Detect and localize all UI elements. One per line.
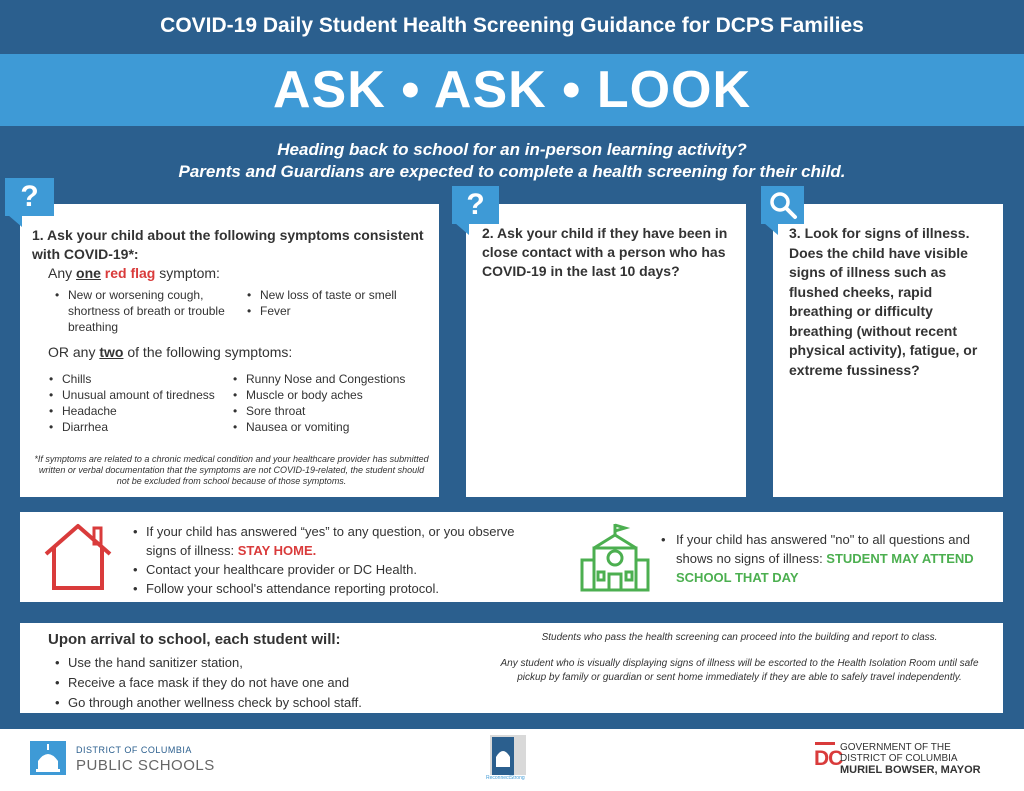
magnifier-bubble-tail xyxy=(764,223,778,235)
question-bubble-icon: ? xyxy=(5,178,54,216)
two-symptom-list-left xyxy=(48,371,234,435)
one-symptom-list-right xyxy=(246,287,436,319)
list-item: • Headache xyxy=(48,403,234,419)
reconnect-strong-text: ReconnectStrong xyxy=(486,775,525,781)
question-bubble-icon-2: ? xyxy=(452,186,499,224)
two-word: two xyxy=(99,344,124,360)
bullet: • xyxy=(661,532,666,547)
arrival-note-1: Students who pass the health screening can proceed into the building and report to class. xyxy=(541,632,938,643)
attend-text: If your child has answered "no" to all questions and shows no signs of illness: xyxy=(676,532,970,566)
page-title: COVID-19 Daily Student Health Screening Guidance for DCPS Families xyxy=(160,14,864,37)
dcps-capitol-logo-icon xyxy=(30,741,66,775)
attend-school-block xyxy=(660,530,990,587)
intro-line-2: Parents and Guardians are expected to complete a health screening for their child. xyxy=(178,162,846,181)
list-item: • Unusual amount of tiredness xyxy=(48,387,234,403)
step-3-title: 3. Look for signs of illness. Does the child have visible signs of illness such as flushed cheeks, rapid breathing or difficulty breathing (without recent physical activity), fatigue, or extreme fussiness? xyxy=(789,225,978,378)
dcps-line-2: PUBLIC SCHOOLS xyxy=(76,757,215,774)
dc-letters: DC xyxy=(814,747,843,770)
arrival-list xyxy=(54,653,474,713)
stay-home-text: If your child has answered “yes” to any question, or you observe signs of illness: xyxy=(146,524,515,558)
red-flag-label: red flag xyxy=(104,265,156,281)
gov-line-3: MURIEL BOWSER, MAYOR xyxy=(840,764,981,776)
list-item: • Use the hand sanitizer station, xyxy=(54,653,474,673)
stay-home-label: STAY HOME. xyxy=(237,543,317,558)
step-2-panel xyxy=(466,204,746,497)
footer-logos xyxy=(0,729,1024,791)
ask-ask-look-banner: ASK • ASK • LOOK xyxy=(0,54,1024,126)
attend-school-label: STUDENT MAY ATTEND SCHOOL THAT DAY xyxy=(676,551,974,585)
list-item: • Follow your school's attendance reporting protocol. xyxy=(132,579,532,598)
magnifier-glyph xyxy=(768,190,798,220)
intro-text xyxy=(0,139,1024,183)
stay-home-block xyxy=(132,522,532,598)
arrival-notes xyxy=(492,631,987,685)
one-symptom-heading xyxy=(48,265,220,281)
house-icon xyxy=(40,520,116,592)
two-pre: OR any xyxy=(48,344,100,360)
two-symptom-list-right xyxy=(232,371,436,435)
list-item: • Receive a face mask if they do not have one and xyxy=(54,673,474,693)
list-item: • Diarrhea xyxy=(48,419,234,435)
two-symptoms-heading xyxy=(48,344,292,360)
one-post: symptom: xyxy=(155,265,220,281)
magnifier-icon xyxy=(761,186,804,224)
stay-home-list xyxy=(132,560,532,598)
attend-school-item xyxy=(660,530,990,587)
two-post: of the following symptoms: xyxy=(123,344,293,360)
arrival-panel xyxy=(20,623,1003,713)
list-item: • Sore throat xyxy=(232,403,436,419)
gov-line-1: GOVERNMENT OF THE xyxy=(840,742,951,753)
dcps-line-1: DISTRICT OF COLUMBIA xyxy=(76,745,192,755)
symptom-footnote: *If symptoms are related to a chronic medical condition and your healthcare provider has submitted written or verbal documentation that the symptoms are not COVID-19-related, the student should not be excluded from school because of those symptoms. xyxy=(34,454,429,486)
step-2-title: 2. Ask your child if they have been in close contact with a person who has COVID-19 in the last 10 days? xyxy=(482,225,728,279)
list-item: • Fever xyxy=(246,303,436,319)
step-1-title: 1. Ask your child about the following symptoms consistent with COVID-19*: xyxy=(32,227,424,262)
list-item: • New or worsening cough, shortness of breath or trouble breathing xyxy=(54,287,236,335)
question-bubble-tail-2 xyxy=(455,223,469,235)
question-bubble-tail xyxy=(8,215,22,227)
outcome-panel xyxy=(20,512,1003,602)
list-item: • Go through another wellness check by school staff. xyxy=(54,693,474,713)
list-item: • Muscle or body aches xyxy=(232,387,436,403)
arrival-title: Upon arrival to school, each student will: xyxy=(48,631,341,648)
intro-line-1: Heading back to school for an in-person learning activity? xyxy=(277,140,747,159)
list-item: • Runny Nose and Congestions xyxy=(232,371,436,387)
arrival-note-2: Any student who is visually displaying signs of illness will be escorted to the Health Isolation Room until safe pickup by family or guardian or sent home immediately if they are able to safely travel independently. xyxy=(500,658,979,683)
list-item: • Chills xyxy=(48,371,234,387)
one-word: one xyxy=(76,265,101,281)
one-pre: Any xyxy=(48,265,77,281)
list-item: • New loss of taste or smell xyxy=(246,287,436,303)
dc-flag-icon xyxy=(815,742,835,745)
bullet: • xyxy=(133,524,138,539)
school-building-icon xyxy=(580,522,650,594)
stay-home-item xyxy=(132,522,532,560)
one-symptom-list-left xyxy=(54,287,236,335)
list-item: • Nausea or vomiting xyxy=(232,419,436,435)
step-1-panel xyxy=(20,204,439,497)
gov-line-2: DISTRICT OF COLUMBIA xyxy=(840,753,958,764)
step-3-panel xyxy=(773,204,1003,497)
list-item: • Contact your healthcare provider or DC Health. xyxy=(132,560,532,579)
